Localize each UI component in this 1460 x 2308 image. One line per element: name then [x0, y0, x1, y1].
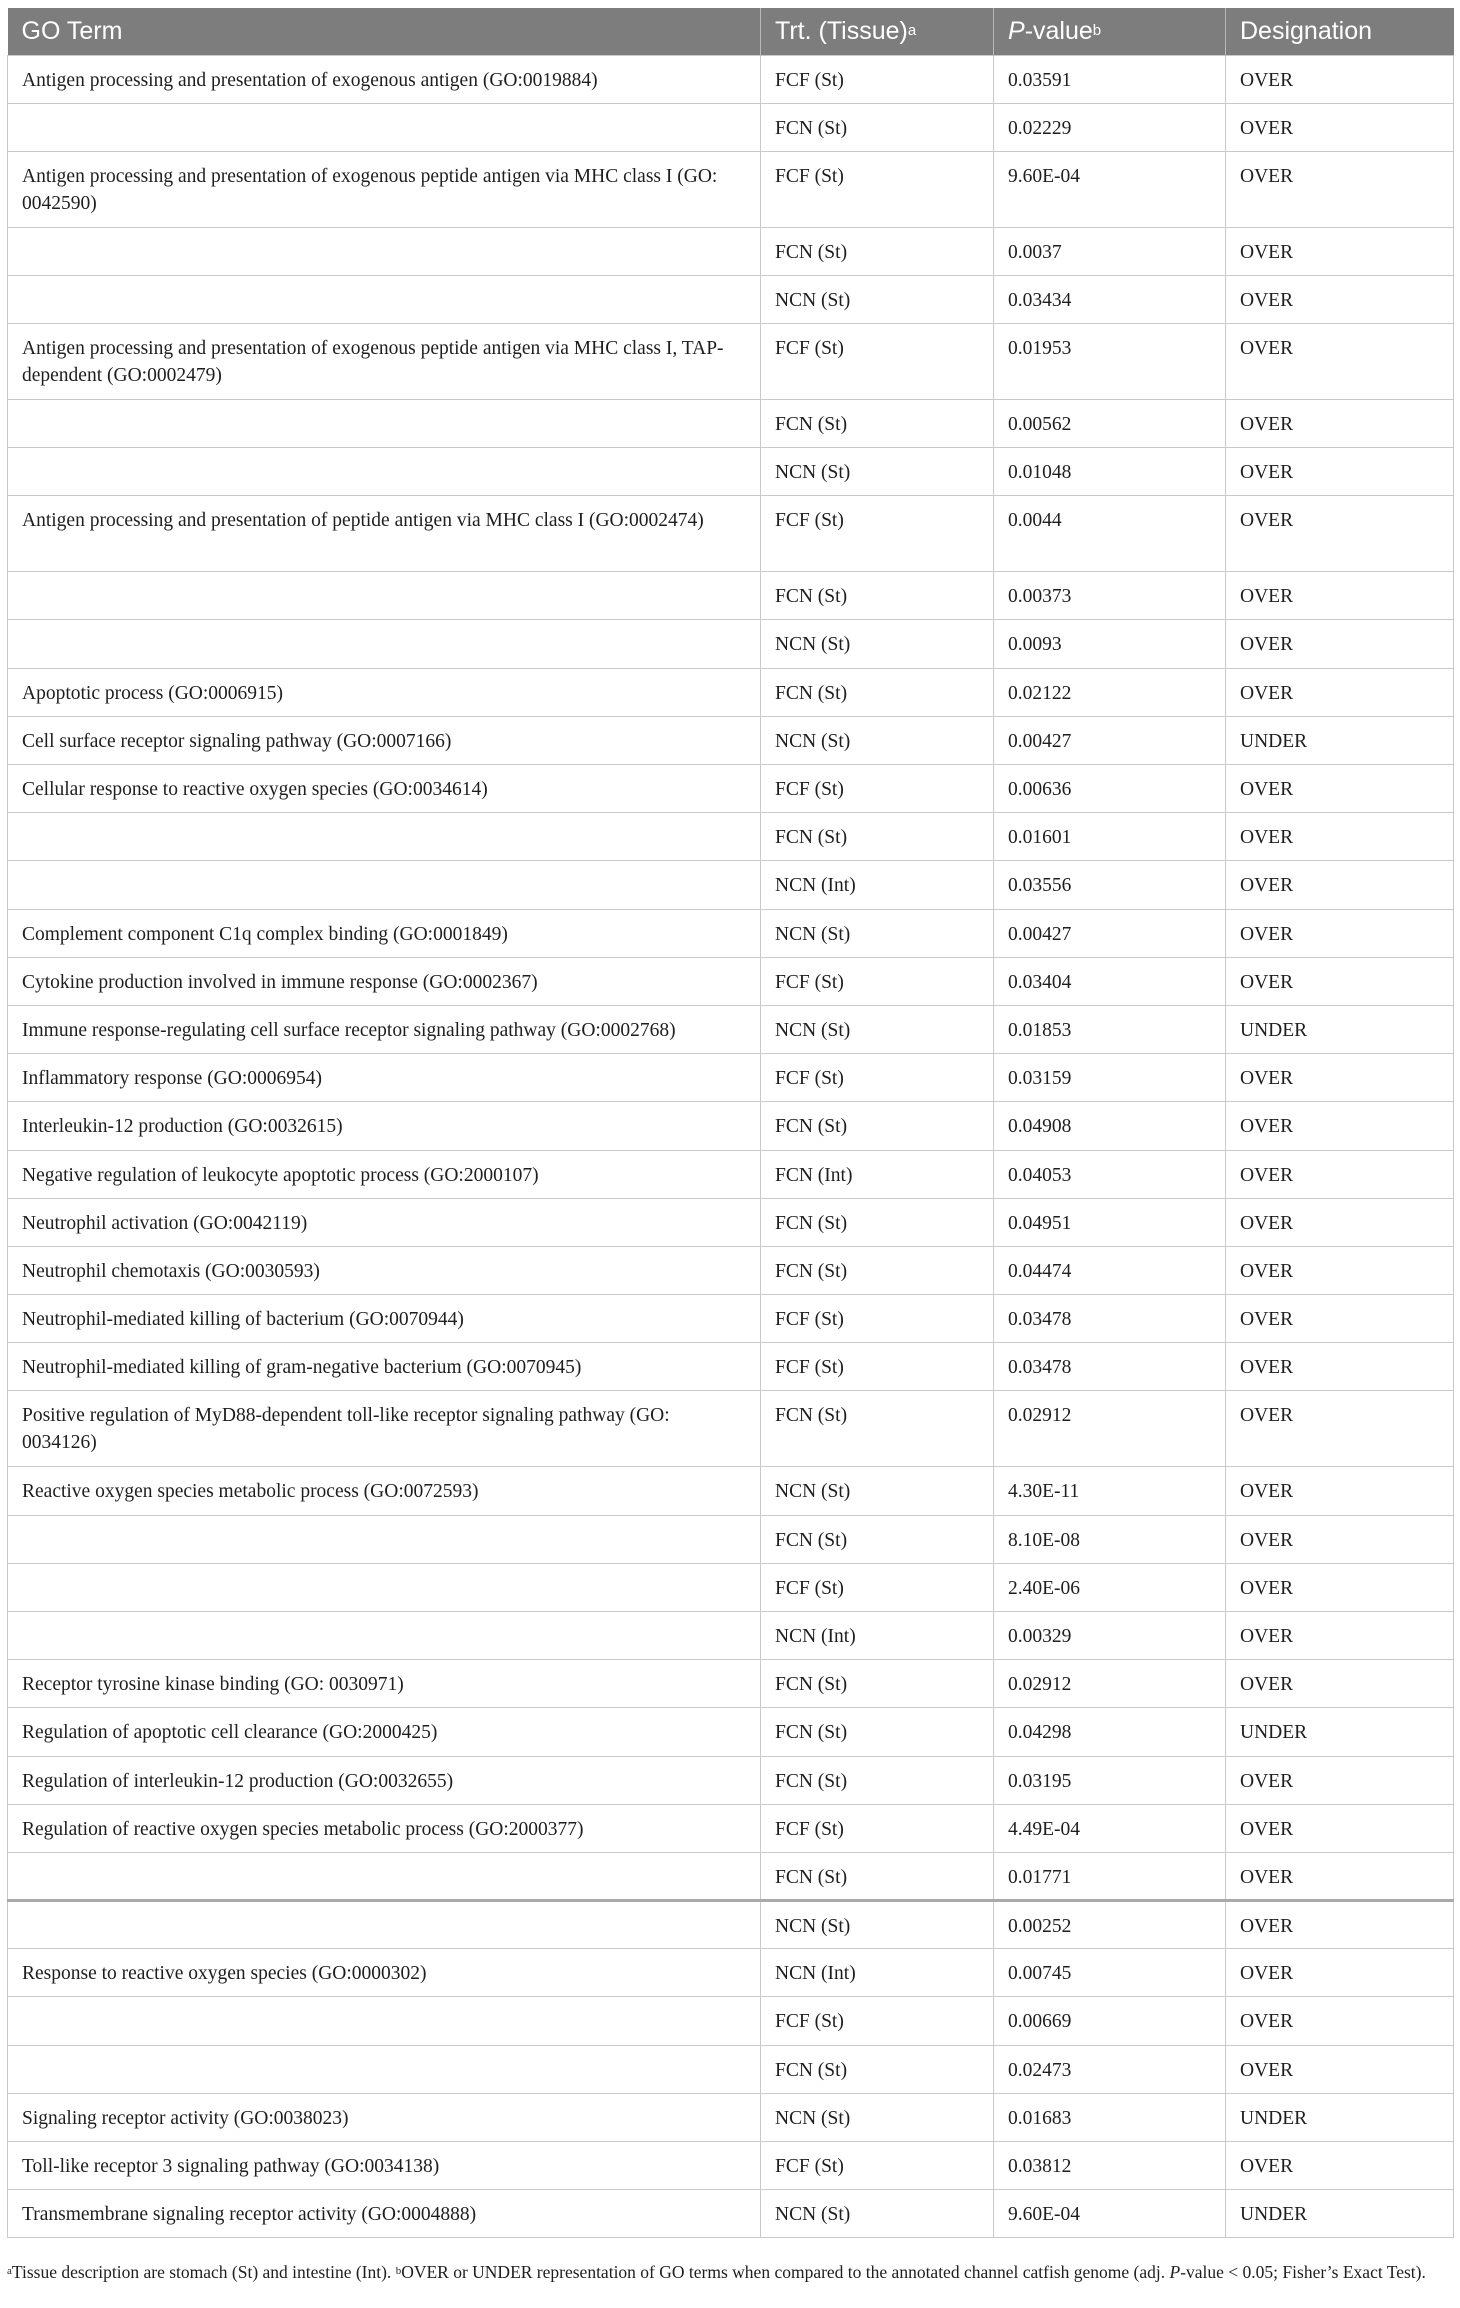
cell-p-value: 0.00329 [994, 1611, 1226, 1659]
cell-designation: OVER [1226, 765, 1454, 813]
cell-p-value: 0.0044 [994, 496, 1226, 572]
cell-treatment: FCF (St) [761, 2142, 994, 2190]
cell-designation: OVER [1226, 909, 1454, 957]
cell-designation: OVER [1226, 1852, 1454, 1900]
cell-designation: OVER [1226, 813, 1454, 861]
cell-designation: OVER [1226, 1102, 1454, 1150]
cell-go-term: Neutrophil-mediated killing of gram-negative bacterium (GO:0070945) [8, 1343, 761, 1391]
cell-go-term: Transmembrane signaling receptor activity (GO:0004888) [8, 2190, 761, 2238]
cell-designation: OVER [1226, 957, 1454, 1005]
table-row [8, 151, 1454, 227]
cell-p-value: 0.03812 [994, 2142, 1226, 2190]
cell-go-term: Neutrophil chemotaxis (GO:0030593) [8, 1246, 761, 1294]
cell-designation: UNDER [1226, 1005, 1454, 1053]
cell-treatment: FCN (St) [761, 227, 994, 275]
cell-treatment: NCN (St) [761, 909, 994, 957]
table-row [8, 572, 1454, 620]
cell-p-value: 2.40E-06 [994, 1563, 1226, 1611]
cell-designation: OVER [1226, 1054, 1454, 1102]
footnote-a-text: Tissue description are stomach (St) and intestine (Int). [11, 2262, 396, 2282]
cell-go-term [8, 1515, 761, 1563]
cell-designation: OVER [1226, 227, 1454, 275]
cell-designation: OVER [1226, 1246, 1454, 1294]
table-row [8, 1102, 1454, 1150]
header-go-term-label: GO Term [21, 16, 123, 45]
cell-go-term: Antigen processing and presentation of exogenous peptide antigen via MHC class I, TAP-dependent (GO:0002479) [8, 324, 761, 400]
cell-treatment: FCN (St) [761, 2045, 994, 2093]
cell-treatment: FCN (St) [761, 1756, 994, 1804]
cell-treatment: FCN (St) [761, 1246, 994, 1294]
cell-go-term [8, 103, 761, 151]
cell-treatment: FCN (St) [761, 813, 994, 861]
table-row [8, 1343, 1454, 1391]
cell-designation: OVER [1226, 496, 1454, 572]
cell-go-term [8, 448, 761, 496]
cell-p-value: 9.60E-04 [994, 151, 1226, 227]
table-row [8, 813, 1454, 861]
cell-treatment: FCF (St) [761, 1343, 994, 1391]
cell-designation: OVER [1226, 668, 1454, 716]
header-p-value [994, 8, 1226, 55]
header-p-value-footnote-mark: b [1092, 21, 1102, 39]
cell-go-term [8, 227, 761, 275]
header-treatment-label: Trt. (Tissue) [775, 16, 908, 45]
cell-p-value: 0.00427 [994, 909, 1226, 957]
cell-go-term: Regulation of interleukin-12 production (GO:0032655) [8, 1756, 761, 1804]
table-row [8, 1563, 1454, 1611]
cell-designation: OVER [1226, 1804, 1454, 1852]
cell-designation: OVER [1226, 1901, 1454, 1949]
table-row [8, 1852, 1454, 1900]
cell-treatment: NCN (Int) [761, 1949, 994, 1997]
cell-treatment: NCN (St) [761, 1901, 994, 1949]
header-p-value-label: -value [1024, 16, 1093, 45]
cell-designation: OVER [1226, 1611, 1454, 1659]
table-row [8, 103, 1454, 151]
table-row [8, 2190, 1454, 2238]
table-row [8, 400, 1454, 448]
cell-treatment: FCF (St) [761, 324, 994, 400]
cell-designation: OVER [1226, 1150, 1454, 1198]
table-row [8, 620, 1454, 668]
table-row [8, 2142, 1454, 2190]
cell-p-value: 9.60E-04 [994, 2190, 1226, 2238]
table-row [8, 1756, 1454, 1804]
cell-treatment: FCF (St) [761, 1295, 994, 1343]
cell-designation: OVER [1226, 572, 1454, 620]
cell-go-term: Positive regulation of MyD88-dependent toll-like receptor signaling pathway (GO: 0034126) [8, 1391, 761, 1467]
cell-treatment: FCF (St) [761, 151, 994, 227]
cell-p-value: 0.02229 [994, 103, 1226, 151]
cell-p-value: 0.01953 [994, 324, 1226, 400]
cell-p-value: 0.03478 [994, 1295, 1226, 1343]
cell-designation: OVER [1226, 1756, 1454, 1804]
cell-go-term: Reactive oxygen species metabolic process (GO:0072593) [8, 1467, 761, 1515]
table-row [8, 227, 1454, 275]
cell-designation: OVER [1226, 1295, 1454, 1343]
cell-p-value: 8.10E-08 [994, 1515, 1226, 1563]
cell-treatment: NCN (St) [761, 716, 994, 764]
cell-p-value: 0.00562 [994, 400, 1226, 448]
cell-designation: OVER [1226, 275, 1454, 323]
cell-treatment: NCN (Int) [761, 1611, 994, 1659]
table-header [8, 8, 1454, 55]
header-row [8, 8, 1454, 55]
header-treatment [761, 8, 994, 55]
cell-go-term: Neutrophil-mediated killing of bacterium (GO:0070944) [8, 1295, 761, 1343]
cell-treatment: FCF (St) [761, 765, 994, 813]
cell-p-value: 0.00636 [994, 765, 1226, 813]
cell-p-value: 0.03404 [994, 957, 1226, 1005]
table-row [8, 1515, 1454, 1563]
table-row [8, 1660, 1454, 1708]
cell-designation: OVER [1226, 1949, 1454, 1997]
cell-designation: UNDER [1226, 716, 1454, 764]
cell-go-term [8, 1997, 761, 2045]
cell-go-term: Immune response-regulating cell surface receptor signaling pathway (GO:0002768) [8, 1005, 761, 1053]
cell-go-term: Negative regulation of leukocyte apoptotic process (GO:2000107) [8, 1150, 761, 1198]
header-treatment-footnote-mark: a [907, 21, 917, 39]
cell-go-term [8, 620, 761, 668]
cell-treatment: NCN (St) [761, 2190, 994, 2238]
cell-treatment: FCN (St) [761, 1515, 994, 1563]
table-row [8, 1150, 1454, 1198]
cell-go-term: Apoptotic process (GO:0006915) [8, 668, 761, 716]
footnote-b-text-end: -value < 0.05; Fisher’s Exact Test). [1180, 2262, 1426, 2282]
cell-p-value: 0.02912 [994, 1391, 1226, 1467]
table-row [8, 861, 1454, 909]
cell-go-term: Regulation of apoptotic cell clearance (GO:2000425) [8, 1708, 761, 1756]
cell-treatment: FCN (Int) [761, 1150, 994, 1198]
cell-go-term: Cellular response to reactive oxygen species (GO:0034614) [8, 765, 761, 813]
cell-go-term: Cell surface receptor signaling pathway (GO:0007166) [8, 716, 761, 764]
cell-designation: OVER [1226, 1467, 1454, 1515]
cell-p-value: 0.01048 [994, 448, 1226, 496]
cell-treatment: FCN (St) [761, 400, 994, 448]
cell-p-value: 0.01601 [994, 813, 1226, 861]
cell-p-value: 0.03478 [994, 1343, 1226, 1391]
header-designation [1226, 8, 1454, 55]
cell-go-term: Toll-like receptor 3 signaling pathway (GO:0034138) [8, 2142, 761, 2190]
cell-p-value: 0.04053 [994, 1150, 1226, 1198]
cell-go-term [8, 1901, 761, 1949]
cell-go-term [8, 275, 761, 323]
cell-treatment: FCN (St) [761, 1852, 994, 1900]
cell-designation: OVER [1226, 620, 1454, 668]
cell-designation: OVER [1226, 1997, 1454, 2045]
table-row [8, 2045, 1454, 2093]
cell-treatment: NCN (St) [761, 1467, 994, 1515]
cell-p-value: 4.49E-04 [994, 1804, 1226, 1852]
cell-treatment: FCF (St) [761, 55, 994, 103]
cell-p-value: 0.00252 [994, 1901, 1226, 1949]
cell-treatment: FCF (St) [761, 1563, 994, 1611]
cell-designation: OVER [1226, 1515, 1454, 1563]
table-row [8, 1054, 1454, 1102]
cell-go-term [8, 813, 761, 861]
table-row [8, 2093, 1454, 2141]
cell-treatment: FCN (St) [761, 1198, 994, 1246]
table-row [8, 909, 1454, 957]
cell-go-term [8, 1852, 761, 1900]
cell-designation: OVER [1226, 2142, 1454, 2190]
cell-go-term: Signaling receptor activity (GO:0038023) [8, 2093, 761, 2141]
cell-designation: OVER [1226, 861, 1454, 909]
cell-treatment: NCN (St) [761, 1005, 994, 1053]
cell-go-term: Antigen processing and presentation of exogenous antigen (GO:0019884) [8, 55, 761, 103]
cell-treatment: NCN (St) [761, 2093, 994, 2141]
cell-designation: UNDER [1226, 2190, 1454, 2238]
cell-p-value: 0.02912 [994, 1660, 1226, 1708]
cell-treatment: FCN (St) [761, 572, 994, 620]
cell-p-value: 0.00669 [994, 1997, 1226, 2045]
cell-go-term [8, 2045, 761, 2093]
table-row [8, 957, 1454, 1005]
footnote-b-text: OVER or UNDER representation of GO terms when compared to the annotated channel catfish genome (adj. [401, 2262, 1170, 2282]
table-body [8, 55, 1454, 2238]
cell-treatment: NCN (St) [761, 620, 994, 668]
table-row [8, 668, 1454, 716]
cell-treatment: FCF (St) [761, 496, 994, 572]
cell-p-value: 0.00745 [994, 1949, 1226, 1997]
table-row [8, 1467, 1454, 1515]
cell-treatment: FCN (St) [761, 1708, 994, 1756]
cell-p-value: 0.03434 [994, 275, 1226, 323]
cell-p-value: 4.30E-11 [994, 1467, 1226, 1515]
cell-treatment: FCN (St) [761, 668, 994, 716]
cell-go-term: Complement component C1q complex binding (GO:0001849) [8, 909, 761, 957]
cell-designation: OVER [1226, 400, 1454, 448]
cell-p-value: 0.0037 [994, 227, 1226, 275]
cell-go-term [8, 1611, 761, 1659]
table-row [8, 1198, 1454, 1246]
table-row [8, 324, 1454, 400]
cell-treatment: FCN (St) [761, 1391, 994, 1467]
header-go-term [8, 8, 761, 55]
cell-p-value: 0.01771 [994, 1852, 1226, 1900]
table-row [8, 1804, 1454, 1852]
cell-treatment: FCN (St) [761, 1660, 994, 1708]
cell-treatment: FCF (St) [761, 1804, 994, 1852]
cell-go-term [8, 1563, 761, 1611]
cell-treatment: NCN (Int) [761, 861, 994, 909]
cell-treatment: FCF (St) [761, 1054, 994, 1102]
cell-go-term: Antigen processing and presentation of peptide antigen via MHC class I (GO:0002474) [8, 496, 761, 572]
cell-designation: UNDER [1226, 1708, 1454, 1756]
cell-treatment: NCN (St) [761, 275, 994, 323]
header-designation-label: Designation [1240, 16, 1373, 45]
table-row [8, 496, 1454, 572]
table-row [8, 1949, 1454, 1997]
cell-p-value: 0.02122 [994, 668, 1226, 716]
cell-p-value: 0.04908 [994, 1102, 1226, 1150]
cell-go-term: Inflammatory response (GO:0006954) [8, 1054, 761, 1102]
cell-designation: OVER [1226, 1391, 1454, 1467]
table-row [8, 1246, 1454, 1294]
cell-go-term [8, 400, 761, 448]
cell-designation: OVER [1226, 324, 1454, 400]
cell-designation: OVER [1226, 55, 1454, 103]
header-p-value-italic: P [1008, 16, 1025, 45]
table-row [8, 1005, 1454, 1053]
table-row [8, 765, 1454, 813]
cell-p-value: 0.01683 [994, 2093, 1226, 2141]
cell-p-value: 0.04474 [994, 1246, 1226, 1294]
cell-go-term: Receptor tyrosine kinase binding (GO: 0030971) [8, 1660, 761, 1708]
cell-p-value: 0.04298 [994, 1708, 1226, 1756]
cell-p-value: 0.02473 [994, 2045, 1226, 2093]
cell-designation: OVER [1226, 448, 1454, 496]
cell-designation: OVER [1226, 151, 1454, 227]
cell-go-term: Regulation of reactive oxygen species metabolic process (GO:2000377) [8, 1804, 761, 1852]
cell-designation: OVER [1226, 103, 1454, 151]
cell-go-term: Response to reactive oxygen species (GO:0000302) [8, 1949, 761, 1997]
footnote-a-mark: a [7, 2265, 12, 2277]
cell-p-value: 0.03556 [994, 861, 1226, 909]
table-row [8, 1708, 1454, 1756]
table-footnote [7, 2261, 1453, 2287]
cell-p-value: 0.0093 [994, 620, 1226, 668]
cell-p-value: 0.00373 [994, 572, 1226, 620]
cell-treatment: NCN (St) [761, 448, 994, 496]
table-row [8, 1997, 1454, 2045]
cell-treatment: FCF (St) [761, 1997, 994, 2045]
footnote-b-p-italic: P [1169, 2262, 1181, 2282]
table-row [8, 1295, 1454, 1343]
cell-treatment: FCN (St) [761, 1102, 994, 1150]
cell-designation: OVER [1226, 1563, 1454, 1611]
table-row [8, 55, 1454, 103]
cell-go-term: Neutrophil activation (GO:0042119) [8, 1198, 761, 1246]
cell-designation: OVER [1226, 1198, 1454, 1246]
cell-go-term: Cytokine production involved in immune response (GO:0002367) [8, 957, 761, 1005]
cell-designation: OVER [1226, 1343, 1454, 1391]
cell-p-value: 0.03159 [994, 1054, 1226, 1102]
table-row [8, 1391, 1454, 1467]
cell-designation: UNDER [1226, 2093, 1454, 2141]
table-row [8, 716, 1454, 764]
table-row [8, 448, 1454, 496]
cell-p-value: 0.03591 [994, 55, 1226, 103]
footnote-b-mark: b [395, 2265, 402, 2277]
cell-treatment: FCN (St) [761, 103, 994, 151]
cell-p-value: 0.03195 [994, 1756, 1226, 1804]
cell-treatment: FCF (St) [761, 957, 994, 1005]
cell-go-term: Antigen processing and presentation of exogenous peptide antigen via MHC class I (GO: 0042590) [8, 151, 761, 227]
cell-go-term [8, 572, 761, 620]
cell-designation: OVER [1226, 2045, 1454, 2093]
cell-p-value: 0.01853 [994, 1005, 1226, 1053]
table-row [8, 275, 1454, 323]
go-term-table [7, 8, 1454, 2238]
cell-p-value: 0.04951 [994, 1198, 1226, 1246]
cell-designation: OVER [1226, 1660, 1454, 1708]
cell-go-term: Interleukin-12 production (GO:0032615) [8, 1102, 761, 1150]
cell-go-term [8, 861, 761, 909]
cell-p-value: 0.00427 [994, 716, 1226, 764]
table-row [8, 1901, 1454, 1949]
table-row [8, 1611, 1454, 1659]
